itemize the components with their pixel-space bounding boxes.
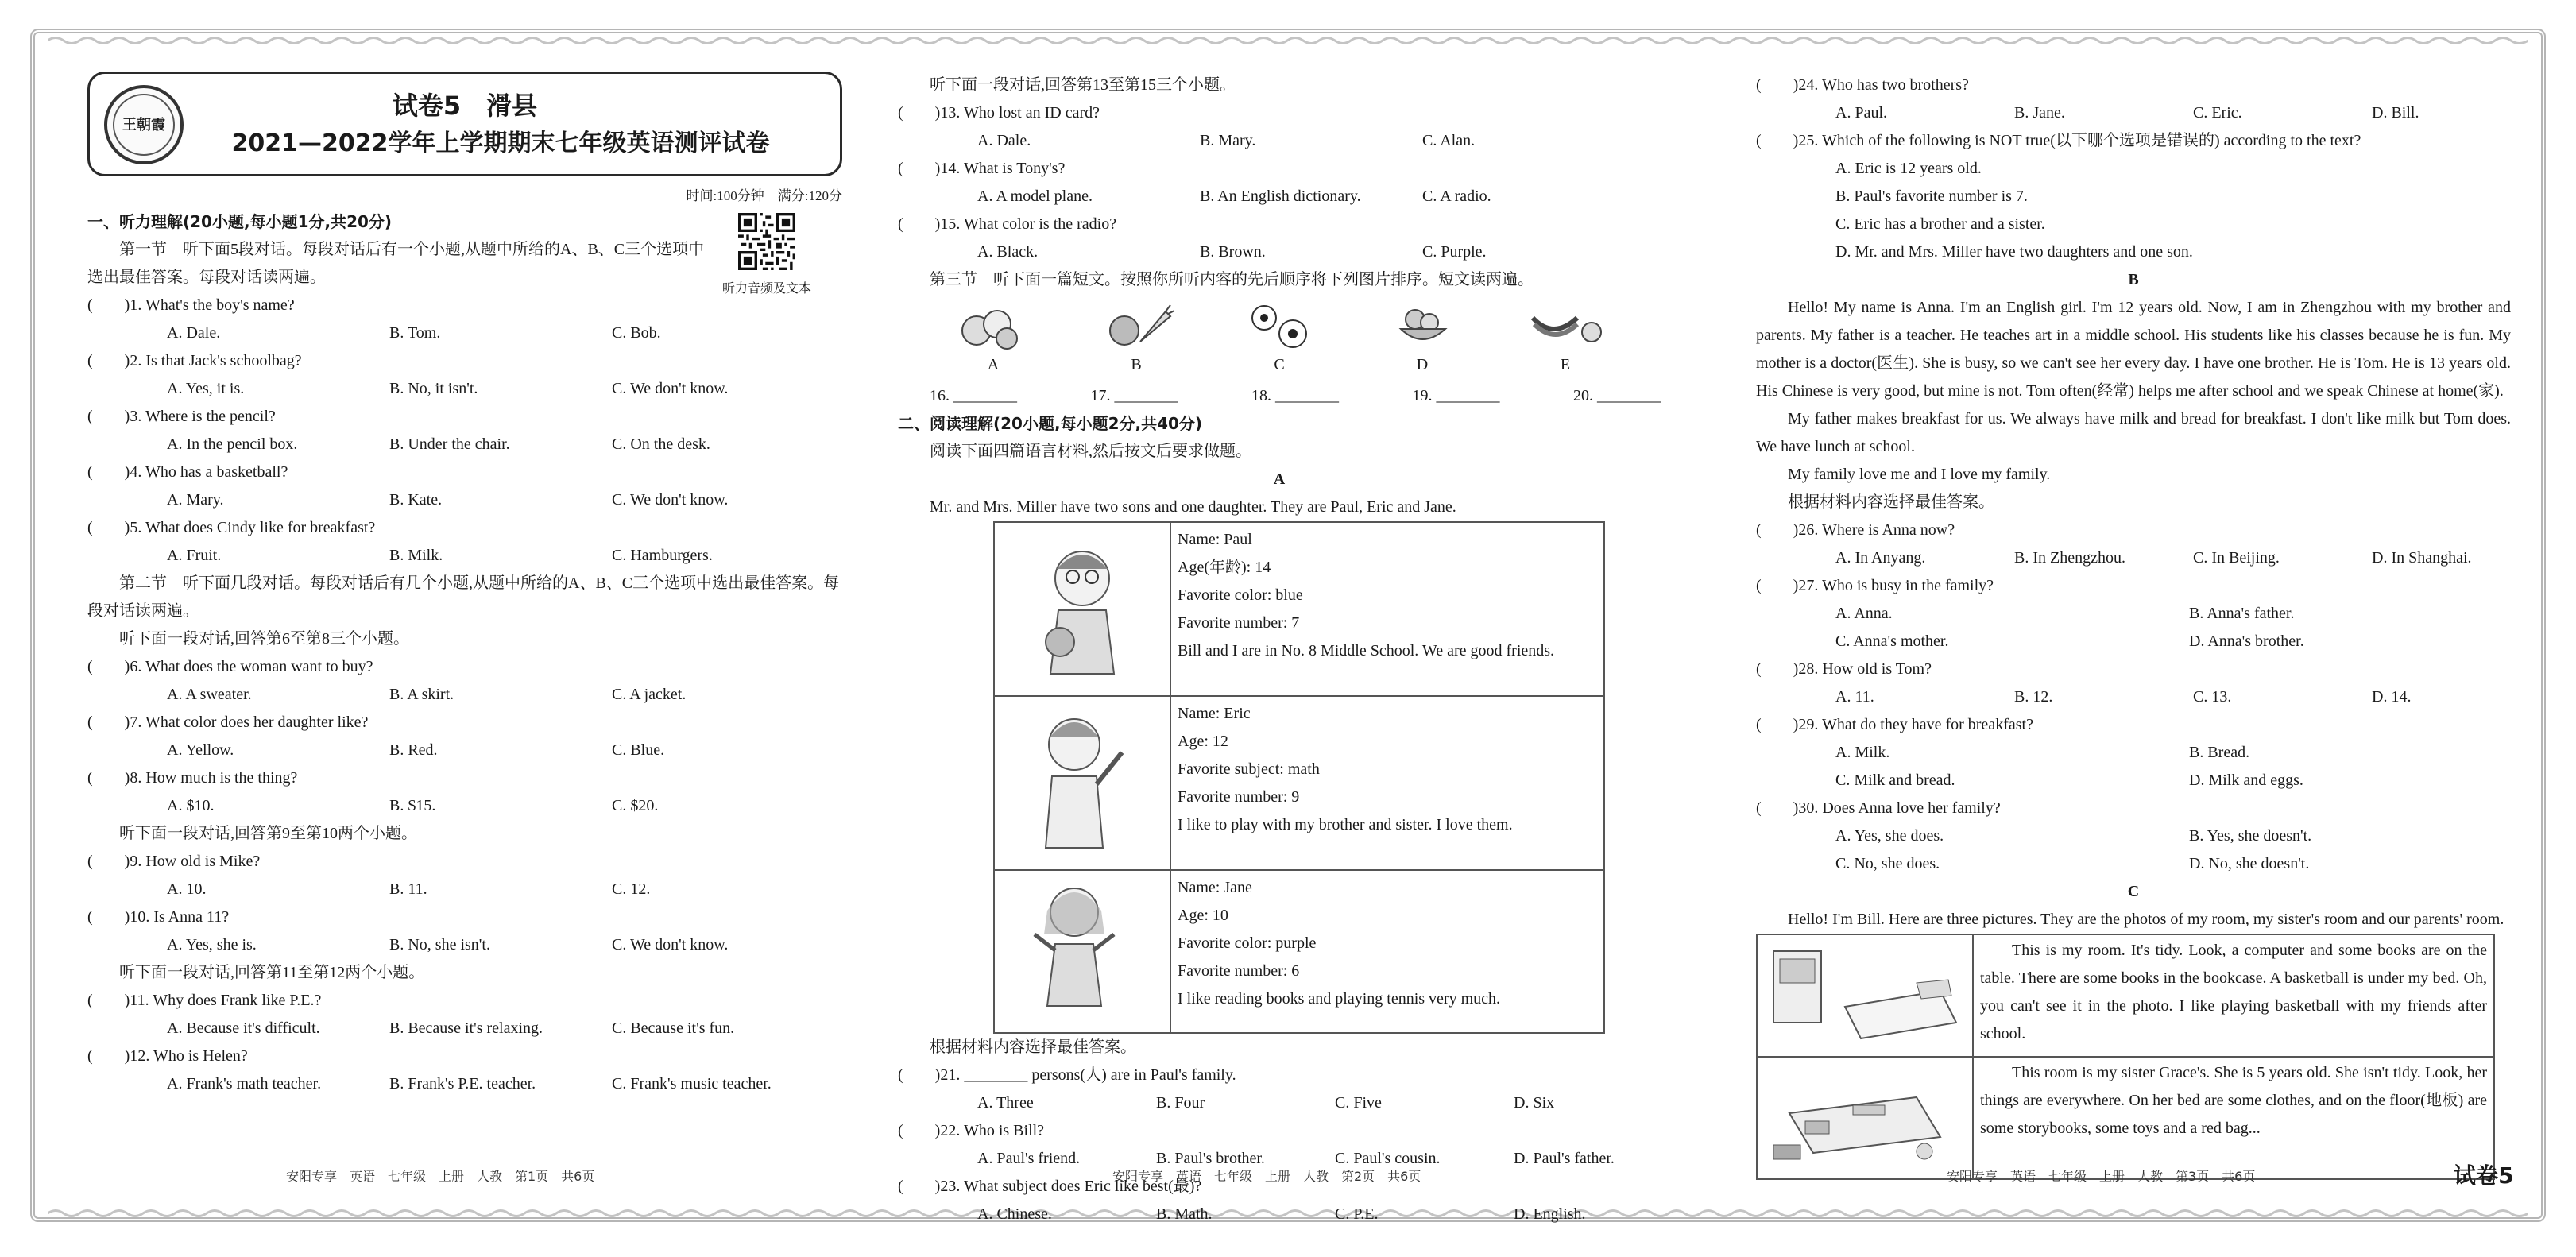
room-row-bill	[1757, 934, 2494, 1057]
footer-page-3: 安阳专享 英语 七年级 上册 人教 第3页 共6页	[1947, 1169, 2256, 1184]
question-stem: ( )2. Is that Jack's schoolbag?	[87, 352, 302, 369]
passage-c-label: C	[2127, 883, 2140, 900]
card-line: Favorite subject: math	[1178, 760, 1320, 778]
option-b[interactable]: B. Kate.	[389, 491, 443, 509]
paper-title: 试卷5 滑县	[392, 91, 538, 121]
option-d[interactable]: D. Paul's father.	[1514, 1150, 1615, 1167]
option-b[interactable]: B. Under the chair.	[389, 435, 510, 453]
eric-illustration	[994, 696, 1170, 870]
question-12	[87, 1042, 842, 1098]
option-a[interactable]: A. A sweater.	[167, 686, 252, 703]
paper-subtitle: 2021—2022学年上学期期末七年级英语测评试卷	[231, 130, 770, 157]
answer-blank-17[interactable]: 17. ________	[1090, 387, 1178, 404]
option-d[interactable]: D. Milk and eggs.	[2189, 772, 2303, 789]
option-a[interactable]: A. Dale.	[167, 324, 221, 342]
option-c[interactable]: C. Blue.	[612, 741, 665, 759]
option-a[interactable]: A. 10.	[167, 880, 207, 898]
dialog-instruction: 听下面一段对话,回答第13至第15三个小题。	[930, 76, 1236, 94]
option-a[interactable]: A. In the pencil box.	[167, 435, 298, 453]
question-stem: ( )29. What do they have for breakfast?	[1756, 716, 2033, 733]
question-stem: ( )8. How much is the thing?	[87, 769, 298, 787]
option-c[interactable]: C. $20.	[612, 797, 659, 814]
question-stem: ( )1. What's the boy's name?	[87, 296, 295, 314]
bill-room-illustration	[1757, 934, 1973, 1057]
option-d[interactable]: D. Bill.	[2372, 104, 2419, 122]
option-a[interactable]: A. Three	[977, 1094, 1034, 1112]
option-c[interactable]: C. On the desk.	[612, 435, 710, 453]
question-stem: ( )7. What color does her daughter like?	[87, 714, 369, 731]
question-stem: ( )4. Who has a basketball?	[87, 463, 288, 481]
fruit-picture-icon	[950, 300, 1037, 351]
card-line: Bill and I are in No. 8 Middle School. We are good friends.	[1178, 642, 1555, 659]
option-d[interactable]: D. English.	[1514, 1205, 1586, 1223]
option-b[interactable]: B. No, it isn't.	[389, 380, 478, 397]
option-c[interactable]: C. Milk and bread.	[1835, 772, 1955, 789]
question-stem: ( )9. How old is Mike?	[87, 853, 261, 870]
question-stem: ( )11. Why does Frank like P.E.?	[87, 992, 322, 1009]
question-stem: ( )13. Who lost an ID card?	[898, 104, 1100, 122]
passage-b-label: B	[2128, 271, 2139, 288]
option-d[interactable]: D. Six	[1514, 1094, 1555, 1112]
option-c[interactable]: C. We don't know.	[612, 936, 729, 953]
option-c[interactable]: C. Paul's cousin.	[1335, 1150, 1441, 1167]
vegetable-picture-icon	[1093, 300, 1180, 351]
question-1	[87, 292, 842, 347]
passage-a-label: A	[1273, 470, 1286, 488]
option-b[interactable]: B. Brown.	[1200, 243, 1266, 261]
option-c[interactable]: C. Because it's fun.	[612, 1019, 735, 1037]
option-c[interactable]: C. Bob.	[612, 324, 661, 342]
question-7	[87, 709, 842, 764]
page-2-column	[898, 72, 1661, 1228]
option-d[interactable]: D. 14.	[2372, 688, 2412, 706]
card-line: Favorite number: 7	[1178, 614, 1300, 632]
fruit-bowl-picture-icon	[1379, 300, 1466, 351]
option-b[interactable]: B. $15.	[389, 797, 436, 814]
question-27	[1756, 572, 2511, 656]
reading-heading: 二、阅读理解(20小题,每小题2分,共40分)	[898, 414, 1203, 433]
option-b[interactable]: B. Jane.	[2014, 104, 2065, 122]
option-a[interactable]: A. Paul.	[1835, 104, 1887, 122]
option-c[interactable]: C. Purple.	[1422, 243, 1487, 261]
question-stem: ( )3. Where is the pencil?	[87, 408, 276, 425]
question-22	[898, 1117, 1661, 1173]
passage-b-paragraph: My family love me and I love my family.	[1788, 466, 2051, 483]
card-line: Name: Eric	[1178, 705, 1251, 722]
tidy-room-icon	[1758, 935, 1972, 1046]
bill-room-text: This is my room. It's tidy. Look, a computer and some books are on the table. There are some books in the bookcase. A basketball is under my bed. Oh, you can't see it in the photo. I like playing basketball with my friends after school.	[1973, 934, 2494, 1057]
option-b[interactable]: B. Because it's relaxing.	[389, 1019, 543, 1037]
passage-b-paragraph: Hello! My name is Anna. I'm an English girl. I'm 12 years old. Now, I am in Zhengzhou with my brother and parents. My father is a teacher. He teaches art in a middle school. His students like his classes because he is fun. My mother is a doctor(医生). She is busy, so we can't see her every day. I have one brother. He is Tom. He is 13 years old. His Chinese is very good, but mine is not. Tom often(经常) helps me after school and we speak Chinese at home(家).	[1756, 299, 2511, 400]
option-a[interactable]: A. Yes, she is.	[167, 936, 257, 953]
profile-row-paul	[994, 522, 1604, 696]
question-4	[87, 458, 842, 514]
passage-c-intro: Hello! I'm Bill. Here are three pictures. They are the photos of my room, my sister's room and our parents' room.	[1788, 911, 2504, 928]
answer-blank-19[interactable]: 19. ________	[1412, 387, 1500, 404]
page-1-column	[87, 72, 842, 1098]
option-b[interactable]: B. A skirt.	[389, 686, 454, 703]
option-c[interactable]: C. We don't know.	[612, 491, 729, 509]
passage-a-intro: Mr. and Mrs. Miller have two sons and one daughter. They are Paul, Eric and Jane.	[930, 498, 1456, 516]
option-b[interactable]: B. Anna's father.	[2189, 605, 2295, 622]
grace-room-text: This room is my sister Grace's. She is 5 years old. She isn't tidy. Look, her things are everywhere. On her bed are some clothes, and on the floor(地板) are some storybooks, some toys and a red bag...	[1973, 1057, 2494, 1179]
option-a[interactable]: A. Dale.	[977, 132, 1031, 149]
girl-icon	[995, 871, 1170, 1014]
footer-page-2: 安阳专享 英语 七年级 上册 人教 第2页 共6页	[1112, 1169, 1421, 1184]
bananas-picture-icon	[1522, 300, 1609, 351]
option-c[interactable]: C. Anna's mother.	[1835, 632, 1949, 650]
option-c[interactable]: C. 12.	[612, 880, 651, 898]
option-d[interactable]: D. No, she doesn't.	[2189, 855, 2310, 872]
option-c[interactable]: C. P.E.	[1335, 1205, 1379, 1223]
question-26	[1756, 516, 2511, 572]
option-b[interactable]: B. Tom.	[389, 324, 441, 342]
part3-intro: 第三节 听下面一篇短文。按照你所听内容的先后顺序将下列图片排序。短文读两遍。	[930, 271, 1534, 288]
option-c[interactable]: C. Frank's music teacher.	[612, 1075, 772, 1093]
question-21	[898, 1062, 1661, 1117]
picture-label-c: C	[1274, 356, 1285, 373]
question-10	[87, 903, 842, 959]
profile-table	[993, 521, 1605, 1034]
option-b[interactable]: B. Bread.	[2189, 744, 2250, 761]
question-6	[87, 653, 842, 709]
option-b[interactable]: B. Mary.	[1200, 132, 1256, 149]
boy-with-ball-icon	[995, 523, 1170, 686]
listening-heading: 一、听力理解(20小题,每小题1分,共20分)	[87, 212, 393, 231]
passage-b-paragraph: My father makes breakfast for us. We always have milk and bread for breakfast. I don't like milk but Tom does. We have lunch at school.	[1756, 410, 2511, 455]
question-stem: ( )10. Is Anna 11?	[87, 908, 230, 926]
question-stem: ( )12. Who is Helen?	[87, 1047, 248, 1065]
question-stem: ( )21. ________ persons(人) are in Paul's family.	[898, 1066, 1236, 1084]
option-a[interactable]: A. Anna.	[1835, 605, 1893, 622]
option-b[interactable]: B. In Zhengzhou.	[2014, 549, 2125, 567]
option-a[interactable]: A. Mary.	[167, 491, 224, 509]
option-b[interactable]: B. 12.	[2014, 688, 2053, 706]
grace-room-illustration	[1757, 1057, 1973, 1179]
option-b[interactable]: B. An English dictionary.	[1200, 188, 1361, 205]
question-stem: ( )24. Who has two brothers?	[1756, 76, 1969, 94]
option-a[interactable]: A. Yes, she does.	[1835, 827, 1944, 845]
option-a[interactable]: A. Frank's math teacher.	[167, 1075, 322, 1093]
option-b[interactable]: B. Yes, she doesn't.	[2189, 827, 2312, 845]
option-a[interactable]: A. Black.	[977, 243, 1039, 261]
question-28	[1756, 656, 2511, 711]
question-2	[87, 347, 842, 403]
time-and-score: 时间:100分钟 满分:120分	[686, 188, 842, 203]
card-line: Name: Paul	[1178, 531, 1252, 548]
option-a[interactable]: A. Milk.	[1835, 744, 1890, 761]
decorative-wave-top	[48, 35, 2528, 46]
card-line: Age(年龄): 14	[1178, 559, 1271, 576]
option-c[interactable]: C. Eric has a brother and a sister.	[1835, 215, 2045, 233]
option-b[interactable]: B. Milk.	[389, 547, 443, 564]
qr-block	[707, 213, 826, 297]
jane-info	[1170, 870, 1604, 1033]
question-stem: ( )25. Which of the following is NOT true(以下哪个选项是错误的) according to the text?	[1756, 132, 2361, 149]
soccer-balls-picture-icon	[1236, 300, 1323, 351]
card-line: I like to play with my brother and sister. I love them.	[1178, 816, 1513, 833]
profile-row-jane	[994, 870, 1604, 1033]
option-b[interactable]: B. Four	[1156, 1094, 1205, 1112]
logo-text: 王朝霞	[113, 94, 175, 156]
option-a[interactable]: A. Yellow.	[167, 741, 234, 759]
rooms-table	[1756, 934, 2495, 1180]
question-29	[1756, 711, 2511, 795]
qr-caption: 听力音频及文本	[721, 280, 811, 296]
qr-code-icon[interactable]	[738, 213, 795, 270]
answer-blanks	[930, 382, 1661, 410]
option-c[interactable]: C. In Beijing.	[2193, 549, 2280, 567]
question-8	[87, 764, 842, 820]
choose-prompt: 根据材料内容选择最佳答案。	[930, 1038, 1136, 1056]
option-a[interactable]: A. Fruit.	[167, 547, 222, 564]
part1-intro: 第一节 听下面5段对话。每段对话后有一个小题,从题中所给的A、B、C三个选项中选出最佳答案。每段对话读两遍。	[87, 241, 705, 286]
eric-info	[1170, 696, 1604, 870]
option-c[interactable]: C. A radio.	[1422, 188, 1491, 205]
option-c[interactable]: C. Five	[1335, 1094, 1382, 1112]
question-stem: ( )28. How old is Tom?	[1756, 660, 1932, 678]
question-stem: ( )30. Does Anna love her family?	[1756, 799, 2001, 817]
paul-illustration	[994, 522, 1170, 696]
boy-waving-icon	[995, 697, 1170, 860]
option-d[interactable]: D. Mr. and Mrs. Miller have two daughters and one son.	[1835, 243, 2193, 261]
option-c[interactable]: C. A jacket.	[612, 686, 687, 703]
picture-label-e: E	[1560, 356, 1571, 373]
option-c[interactable]: C. Alan.	[1422, 132, 1476, 149]
answer-blank-16[interactable]: 16. ________	[930, 387, 1017, 404]
picture-row	[922, 300, 1637, 351]
room-row-grace	[1757, 1057, 2494, 1179]
option-a[interactable]: A. Because it's difficult.	[167, 1019, 320, 1037]
option-b[interactable]: B. Red.	[389, 741, 438, 759]
option-c[interactable]: C. We don't know.	[612, 380, 729, 397]
option-b[interactable]: B. Math.	[1156, 1205, 1213, 1223]
picture-label-b: B	[1131, 356, 1142, 373]
footer-page-1: 安阳专享 英语 七年级 上册 人教 第1页 共6页	[286, 1169, 595, 1184]
messy-room-icon	[1758, 1058, 1972, 1169]
choose-prompt: 根据材料内容选择最佳答案。	[1788, 493, 1994, 511]
option-a[interactable]: A. Yes, it is.	[167, 380, 245, 397]
card-line: I like reading books and playing tennis very much.	[1178, 990, 1501, 1008]
question-14	[898, 155, 1661, 211]
option-b[interactable]: B. 11.	[389, 880, 427, 898]
option-d[interactable]: D. In Shanghai.	[2372, 549, 2472, 567]
dialog-instruction: 听下面一段对话,回答第11至第12两个小题。	[119, 964, 425, 981]
card-line: Favorite color: blue	[1178, 586, 1303, 604]
card-line: Age: 12	[1178, 733, 1228, 750]
option-a[interactable]: A. $10.	[167, 797, 215, 814]
option-c[interactable]: C. No, she does.	[1835, 855, 1940, 872]
option-a[interactable]: A. 11.	[1835, 688, 1874, 706]
picture-label-a: A	[987, 356, 1000, 373]
paper-number-tag: 试卷5	[2454, 1162, 2514, 1189]
question-stem: ( )26. Where is Anna now?	[1756, 521, 1955, 539]
answer-blank-18[interactable]: 18. ________	[1251, 387, 1339, 404]
exam-header	[87, 72, 842, 176]
question-13	[898, 99, 1661, 155]
question-15	[898, 211, 1661, 266]
question-stem: ( )14. What is Tony's?	[898, 160, 1066, 177]
option-b[interactable]: B. Paul's brother.	[1156, 1150, 1265, 1167]
card-line: Favorite number: 9	[1178, 788, 1300, 806]
question-30	[1756, 795, 2511, 878]
question-3	[87, 403, 842, 458]
page-3-column	[1756, 72, 2511, 1180]
paul-info	[1170, 522, 1604, 696]
option-b[interactable]: B. Frank's P.E. teacher.	[389, 1075, 536, 1093]
option-b[interactable]: B. No, she isn't.	[389, 936, 490, 953]
question-24	[1756, 72, 2511, 127]
dialog-instruction: 听下面一段对话,回答第6至第8三个小题。	[119, 630, 409, 648]
question-stem: ( )27. Who is busy in the family?	[1756, 577, 1994, 594]
part2-intro: 第二节 听下面几段对话。每段对话后有几个小题,从题中所给的A、B、C三个选项中选出最佳答案。每段对话读两遍。	[87, 574, 840, 620]
question-25	[1756, 127, 2511, 266]
card-line: Favorite color: purple	[1178, 934, 1317, 952]
answer-blank-20[interactable]: 20. ________	[1573, 387, 1661, 404]
question-stem: ( )23. What subject does Eric like best(最)?	[898, 1178, 1202, 1195]
reading-intro: 阅读下面四篇语言材料,然后按文后要求做题。	[930, 443, 1251, 460]
question-stem: ( )22. Who is Bill?	[898, 1122, 1045, 1139]
option-d[interactable]: D. Anna's brother.	[2189, 632, 2304, 650]
question-5	[87, 514, 842, 570]
option-a[interactable]: A. In Anyang.	[1835, 549, 1926, 567]
question-stem: ( )5. What does Cindy like for breakfast?	[87, 519, 376, 536]
dialog-instruction: 听下面一段对话,回答第9至第10两个小题。	[119, 825, 417, 842]
card-line: Favorite number: 6	[1178, 962, 1300, 980]
question-stem: ( )15. What color is the radio?	[898, 215, 1117, 233]
option-a[interactable]: A. Paul's friend.	[977, 1150, 1081, 1167]
card-line: Name: Jane	[1178, 879, 1252, 896]
question-11	[87, 987, 842, 1042]
picture-labels	[922, 351, 1637, 379]
option-c[interactable]: C. 13.	[2193, 688, 2232, 706]
option-b[interactable]: B. Paul's favorite number is 7.	[1835, 188, 2028, 205]
card-line: Age: 10	[1178, 907, 1228, 924]
option-c[interactable]: C. Hamburgers.	[612, 547, 713, 564]
option-c[interactable]: C. Eric.	[2193, 104, 2242, 122]
option-a[interactable]: A. Eric is 12 years old.	[1835, 160, 1982, 177]
profile-row-eric	[994, 696, 1604, 870]
option-a[interactable]: A. Chinese.	[977, 1205, 1052, 1223]
question-stem: ( )6. What does the woman want to buy?	[87, 658, 373, 675]
picture-label-d: D	[1416, 356, 1429, 373]
question-9	[87, 848, 842, 903]
jane-illustration	[994, 870, 1170, 1033]
option-a[interactable]: A. A model plane.	[977, 188, 1093, 205]
